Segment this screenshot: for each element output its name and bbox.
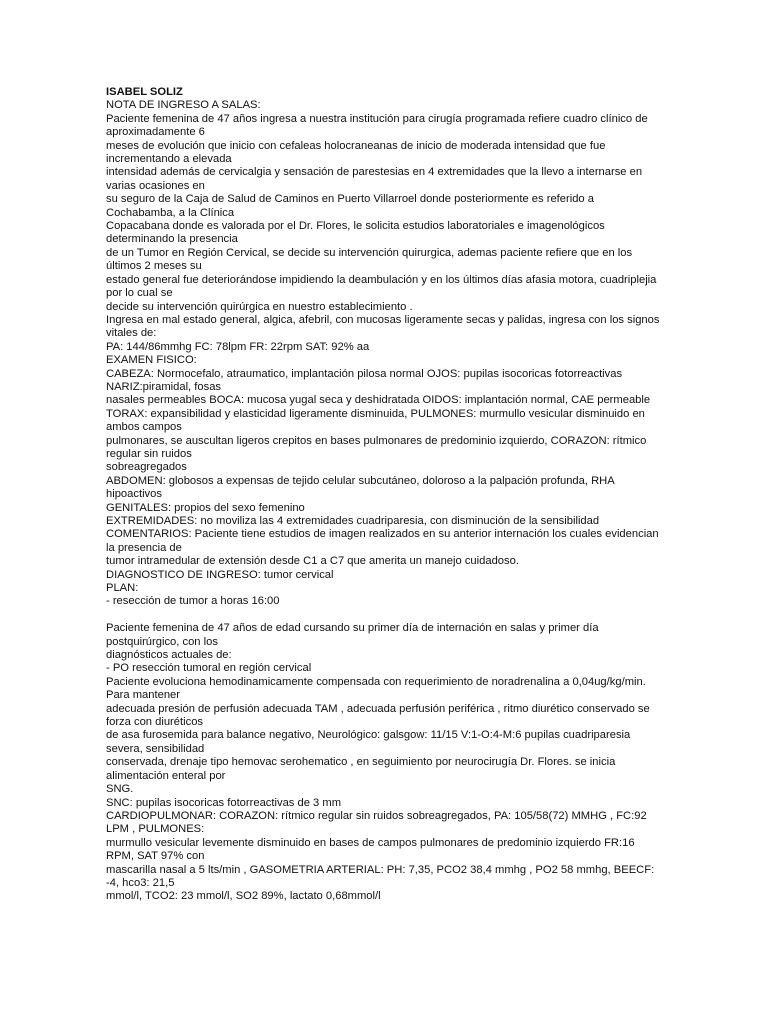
note-line: NOTA DE INGRESO A SALAS:	[106, 99, 261, 112]
admission-note-section	[106, 99, 661, 608]
note-line: ABDOMEN: globosos a expensas de tejido celular subcutáneo, doloroso a la palpación profunda, RHA hipoactivos	[106, 474, 615, 501]
note-line: - resección de tumor a horas 16:00	[106, 595, 280, 608]
patient-name-title: ISABEL SOLIZ	[106, 86, 183, 98]
note-line: Paciente evoluciona hemodinamicamente compensada con requerimiento de noradrenalina a 0,04ug/kg/min. Para mantener	[106, 675, 646, 702]
note-line: decide su intervención quirúrgica en nuestro establecimiento .	[106, 300, 413, 313]
note-line: estado general fue deteriorándose impidiendo la deambulación y en los últimos días afasia motora, cuadriplejia por lo cual se	[106, 273, 657, 300]
section-spacer	[106, 609, 661, 622]
note-line: de un Tumor en Región Cervical, se decide su intervención quirurgica, ademas paciente refiere que en los últimos 2 meses su	[106, 246, 633, 273]
note-line: DIAGNOSTICO DE INGRESO: tumor cervical	[106, 568, 334, 581]
note-line: GENITALES: propios del sexo femenino	[106, 501, 305, 514]
note-line: conservada, drenaje tipo hemovac serohematico , en seguimiento por neurocirugía Dr. Flores. se inicia alimentación enteral por	[106, 756, 616, 782]
note-line: mascarilla nasal a 5 lts/min , GASOMETRIA ARTERIAL: PH: 7,35, PCO2 38,4 mmhg , PO2 58 mmhg, BEECF: -4, hco3: 21,5	[106, 863, 655, 889]
note-line: - PO resección tumoral en región cervical	[106, 662, 312, 675]
note-line: PA: 144/86mmhg FC: 78lpm FR: 22rpm SAT: 92% aa	[106, 340, 370, 353]
note-line: Paciente femenina de 47 años de edad cursando su primer día de internación en salas y primer día postquirúrgico, con los	[106, 622, 599, 648]
note-line: sobreagregados	[106, 461, 187, 474]
note-line: adecuada presión de perfusión adecuada TAM , adecuada perfusión periférica , ritmo diurético conservado se forza con diuréticos	[106, 702, 650, 729]
note-line: Ingresa en mal estado general, algica, afebril, con mucosas ligeramente secas y palidas, ingresa con los signos vitales de:	[106, 313, 660, 340]
note-line: mmol/l, TCO2: 23 mmol/l, SO2 89%, lactato 0,68mmol/l	[106, 890, 381, 903]
note-line: CARDIOPULMONAR: CORAZON: rítmico regular sin ruidos sobreagregados, PA: 105/58(72) MMHG , FC:92 LPM , PULMONES:	[106, 809, 647, 836]
note-line: intensidad además de cervicalgia y sensación de parestesias en 4 extremidades que la llevo a internarse en varias ocasiones en	[106, 166, 643, 192]
note-line: SNG.	[106, 783, 134, 796]
note-line: EXAMEN FISICO:	[106, 354, 197, 367]
note-line: TORAX: expansibilidad y elasticidad ligeramente disminuida, PULMONES: murmullo vesicular disminuido en ambos campos	[106, 407, 645, 434]
note-line: pulmonares, se auscultan ligeros crepitos en bases pulmonares de predominio izquierdo, CORAZON: rítmico regular sin ruidos	[106, 434, 647, 460]
note-line: tumor intramedular de extensión desde C1 a C7 que amerita un manejo cuidadoso.	[106, 555, 519, 568]
note-line: murmullo vesicular levemente disminuido en bases de campos pulmonares de predominio izquierdo FR:16 RPM, SAT 97% con	[106, 836, 635, 863]
note-line: su seguro de la Caja de Salud de Caminos en Puerto Villarroel donde posteriormente es referido a Cochabamba, a la Clínica	[106, 193, 594, 219]
note-line: Paciente femenina de 47 años ingresa a nuestra institución para cirugía programada refiere cuadro clínico de aproximadamente 6	[106, 112, 648, 139]
note-line: meses de evolución que inicio con cefaleas holocraneanas de inicio de moderada intensidad que fue incrementando a elevada	[106, 139, 606, 166]
note-line: diagnósticos actuales de:	[106, 649, 232, 662]
note-line: COMENTARIOS: Paciente tiene estudios de imagen realizados en su anterior internación los cuales evidencian la presencia de	[106, 528, 659, 554]
note-line: de asa furosemida para balance negativo, Neurológico: galsgow: 11/15 V:1-O:4-M:6 pupilas cuadriparesia severa, sensibilidad	[106, 729, 631, 755]
note-line: PLAN:	[106, 582, 139, 595]
note-line: CABEZA: Normocefalo, atraumatico, implantación pilosa normal OJOS: pupilas isocoricas fotorreactivas NARIZ:piramidal, fosas	[106, 367, 623, 393]
note-line: nasales permeables BOCA: mucosa yugal seca y deshidratada OIDOS: implantación normal, CAE permeable	[106, 394, 651, 407]
note-line: EXTREMIDADES: no moviliza las 4 extremidades cuadriparesia, con disminución de la sensibilidad	[106, 515, 600, 527]
postop-note-section	[106, 622, 661, 904]
note-line: Copacabana donde es valorada por el Dr. Flores, le solicita estudios laboratoriales e imagenológicos determinando la presencia	[106, 220, 605, 246]
note-line: SNC: pupilas isocoricas fotorreactivas de 3 mm	[106, 796, 342, 809]
document-body	[106, 86, 661, 904]
